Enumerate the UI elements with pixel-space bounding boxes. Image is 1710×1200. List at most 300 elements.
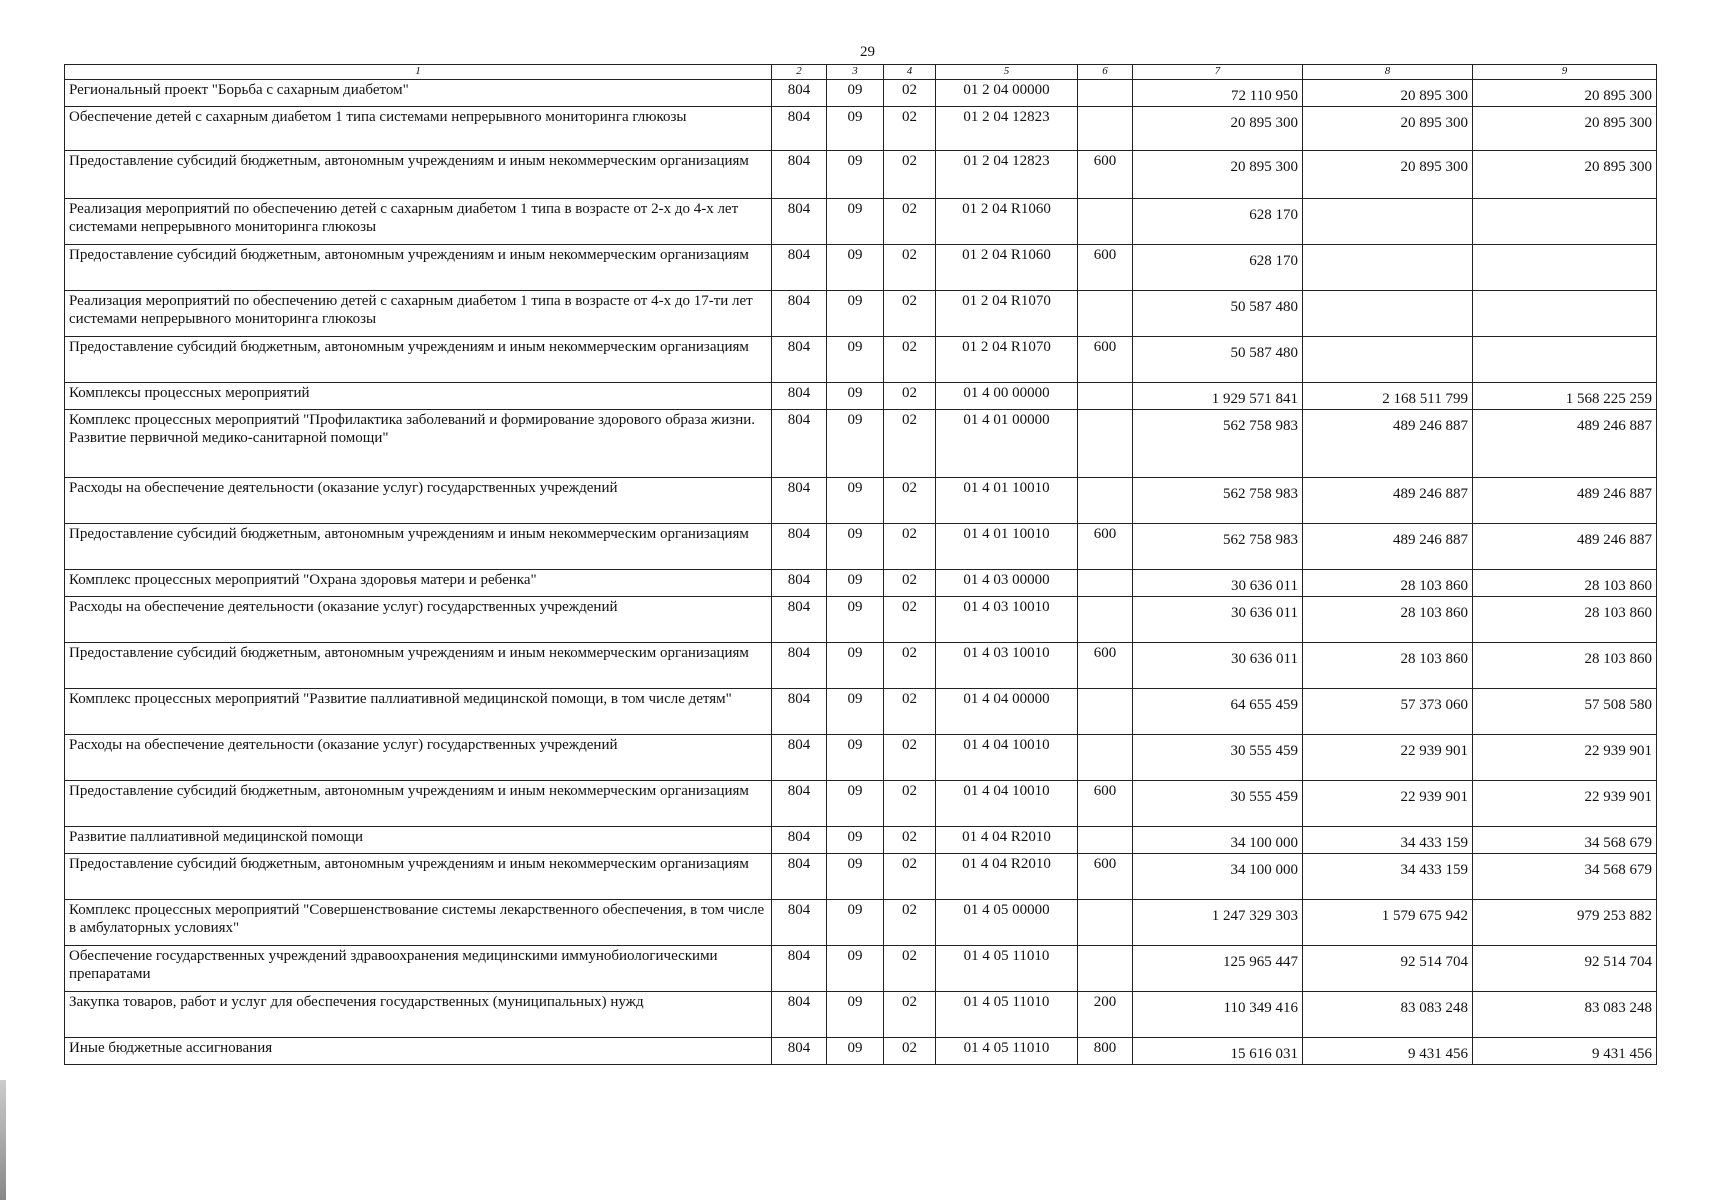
amount-value: 72 110 950 xyxy=(1231,88,1298,104)
amount-cell xyxy=(1133,597,1303,643)
amount-cell xyxy=(1303,80,1473,107)
table-row xyxy=(65,900,1657,946)
amount-value: 30 636 011 xyxy=(1231,605,1298,621)
amount-value: 9 431 456 xyxy=(1408,1046,1468,1062)
amount-value: 92 514 704 xyxy=(1400,954,1468,970)
code-cell: 804 xyxy=(772,107,827,151)
code-cell: 804 xyxy=(772,245,827,291)
amount-value: 28 103 860 xyxy=(1584,605,1652,621)
code-cell xyxy=(1078,570,1133,597)
code-cell xyxy=(1078,946,1133,992)
amount-value: 64 655 459 xyxy=(1230,697,1298,713)
amount-cell xyxy=(1133,735,1303,781)
code-cell: 804 xyxy=(772,827,827,854)
amount-cell xyxy=(1303,992,1473,1038)
amount-value: 628 170 xyxy=(1249,253,1298,269)
code-cell: 09 xyxy=(827,1038,884,1065)
target-article-cell: 01 4 00 00000 xyxy=(936,383,1078,410)
column-header: 1 xyxy=(65,65,772,80)
amount-cell xyxy=(1133,337,1303,383)
amount-cell xyxy=(1303,735,1473,781)
code-cell: 02 xyxy=(884,854,936,900)
code-cell: 600 xyxy=(1078,151,1133,199)
target-article-cell: 01 4 05 11010 xyxy=(936,992,1078,1038)
amount-cell xyxy=(1133,946,1303,992)
amount-value: 9 431 456 xyxy=(1592,1046,1652,1062)
amount-cell xyxy=(1473,383,1657,410)
target-article-cell: 01 4 05 11010 xyxy=(936,1038,1078,1065)
amount-cell xyxy=(1473,827,1657,854)
code-cell: 02 xyxy=(884,1038,936,1065)
row-name: Комплекс процессных мероприятий "Охрана здоровья матери и ребенка" xyxy=(65,570,772,597)
code-cell: 804 xyxy=(772,643,827,689)
code-cell: 02 xyxy=(884,245,936,291)
amount-value: 979 253 882 xyxy=(1577,908,1652,924)
amount-value: 489 246 887 xyxy=(1393,532,1468,548)
amount-cell xyxy=(1473,107,1657,151)
table-row xyxy=(65,478,1657,524)
amount-cell xyxy=(1133,570,1303,597)
code-cell: 02 xyxy=(884,383,936,410)
amount-value: 628 170 xyxy=(1249,207,1298,223)
amount-value: 489 246 887 xyxy=(1577,532,1652,548)
amount-cell xyxy=(1303,478,1473,524)
amount-value: 28 103 860 xyxy=(1400,578,1468,594)
amount-cell xyxy=(1303,337,1473,383)
code-cell: 02 xyxy=(884,107,936,151)
amount-cell xyxy=(1133,383,1303,410)
amount-value: 1 568 225 259 xyxy=(1565,391,1652,407)
code-cell: 02 xyxy=(884,597,936,643)
code-cell: 09 xyxy=(827,291,884,337)
target-article-cell: 01 2 04 R1070 xyxy=(936,337,1078,383)
amount-cell xyxy=(1473,337,1657,383)
code-cell: 09 xyxy=(827,854,884,900)
amount-value: 83 083 248 xyxy=(1400,1000,1468,1016)
amount-cell xyxy=(1473,245,1657,291)
target-article-cell: 01 4 04 R2010 xyxy=(936,827,1078,854)
code-cell xyxy=(1078,689,1133,735)
table-body xyxy=(65,80,1657,1065)
column-header: 9 xyxy=(1473,65,1657,80)
amount-value: 20 895 300 xyxy=(1400,88,1468,104)
amount-value: 22 939 901 xyxy=(1400,789,1468,805)
target-article-cell: 01 4 04 00000 xyxy=(936,689,1078,735)
code-cell: 09 xyxy=(827,478,884,524)
code-cell: 600 xyxy=(1078,245,1133,291)
amount-value: 562 758 983 xyxy=(1223,532,1298,548)
code-cell xyxy=(1078,383,1133,410)
code-cell: 09 xyxy=(827,735,884,781)
amount-value: 34 433 159 xyxy=(1400,862,1468,878)
column-header: 3 xyxy=(827,65,884,80)
amount-cell xyxy=(1303,245,1473,291)
amount-cell xyxy=(1133,410,1303,478)
amount-value: 34 100 000 xyxy=(1230,835,1298,851)
code-cell: 09 xyxy=(827,781,884,827)
amount-cell xyxy=(1473,80,1657,107)
amount-cell xyxy=(1303,410,1473,478)
code-cell: 09 xyxy=(827,570,884,597)
amount-value: 34 433 159 xyxy=(1400,835,1468,851)
amount-value: 22 939 901 xyxy=(1584,789,1652,805)
code-cell: 804 xyxy=(772,900,827,946)
code-cell: 09 xyxy=(827,199,884,245)
amount-value: 57 373 060 xyxy=(1400,697,1468,713)
code-cell: 804 xyxy=(772,80,827,107)
amount-value: 57 508 580 xyxy=(1584,697,1652,713)
row-name: Комплекс процессных мероприятий "Профилактика заболеваний и формирование здорового образа жизни. Развитие первичной медико-санитарной помощи" xyxy=(65,410,772,478)
row-name: Закупка товаров, работ и услуг для обеспечения государственных (муниципальных) нужд xyxy=(65,992,772,1038)
code-cell xyxy=(1078,291,1133,337)
code-cell: 804 xyxy=(772,689,827,735)
amount-cell xyxy=(1473,992,1657,1038)
amount-value: 20 895 300 xyxy=(1400,159,1468,175)
amount-cell xyxy=(1133,827,1303,854)
amount-cell xyxy=(1303,900,1473,946)
amount-cell xyxy=(1133,643,1303,689)
code-cell xyxy=(1078,107,1133,151)
amount-cell xyxy=(1303,383,1473,410)
amount-value: 20 895 300 xyxy=(1400,115,1468,131)
code-cell: 09 xyxy=(827,151,884,199)
code-cell: 804 xyxy=(772,992,827,1038)
code-cell: 02 xyxy=(884,781,936,827)
target-article-cell: 01 2 04 R1060 xyxy=(936,245,1078,291)
table-row xyxy=(65,946,1657,992)
table-row xyxy=(65,337,1657,383)
amount-value: 28 103 860 xyxy=(1584,578,1652,594)
amount-value: 489 246 887 xyxy=(1393,418,1468,434)
code-cell xyxy=(1078,478,1133,524)
code-cell xyxy=(1078,827,1133,854)
column-number-row xyxy=(65,65,1657,80)
page-number: 29 xyxy=(860,44,875,60)
amount-cell xyxy=(1133,689,1303,735)
amount-cell xyxy=(1303,291,1473,337)
column-header: 4 xyxy=(884,65,936,80)
amount-cell xyxy=(1473,570,1657,597)
row-name: Комплексы процессных мероприятий xyxy=(65,383,772,410)
table-row xyxy=(65,410,1657,478)
amount-cell xyxy=(1473,946,1657,992)
target-article-cell: 01 4 04 10010 xyxy=(936,781,1078,827)
amount-cell xyxy=(1473,689,1657,735)
amount-cell xyxy=(1133,900,1303,946)
code-cell: 804 xyxy=(772,291,827,337)
code-cell: 02 xyxy=(884,80,936,107)
amount-value: 2 168 511 799 xyxy=(1382,391,1468,407)
code-cell: 804 xyxy=(772,478,827,524)
amount-value: 1 247 329 303 xyxy=(1211,908,1298,924)
amount-value: 30 555 459 xyxy=(1230,789,1298,805)
amount-value: 30 636 011 xyxy=(1231,651,1298,667)
amount-cell xyxy=(1133,524,1303,570)
code-cell: 09 xyxy=(827,524,884,570)
row-name: Предоставление субсидий бюджетным, автономным учреждениям и иным некоммерческим организациям xyxy=(65,245,772,291)
amount-cell xyxy=(1473,151,1657,199)
amount-value: 22 939 901 xyxy=(1584,743,1652,759)
amount-cell xyxy=(1133,291,1303,337)
amount-cell xyxy=(1473,199,1657,245)
table-row xyxy=(65,524,1657,570)
amount-cell xyxy=(1303,199,1473,245)
amount-cell xyxy=(1473,900,1657,946)
code-cell: 09 xyxy=(827,80,884,107)
code-cell: 804 xyxy=(772,151,827,199)
amount-cell xyxy=(1303,597,1473,643)
code-cell: 02 xyxy=(884,689,936,735)
amount-value: 1 929 571 841 xyxy=(1211,391,1298,407)
amount-cell xyxy=(1133,781,1303,827)
code-cell: 09 xyxy=(827,410,884,478)
code-cell: 804 xyxy=(772,946,827,992)
amount-cell xyxy=(1473,735,1657,781)
target-article-cell: 01 2 04 12823 xyxy=(936,151,1078,199)
amount-cell xyxy=(1303,107,1473,151)
table-row xyxy=(65,781,1657,827)
budget-table xyxy=(64,64,1657,1065)
column-header: 2 xyxy=(772,65,827,80)
code-cell: 804 xyxy=(772,1038,827,1065)
amount-value: 34 100 000 xyxy=(1230,862,1298,878)
row-name: Предоставление субсидий бюджетным, автономным учреждениям и иным некоммерческим организациям xyxy=(65,337,772,383)
code-cell: 02 xyxy=(884,643,936,689)
table-row xyxy=(65,827,1657,854)
target-article-cell: 01 4 01 10010 xyxy=(936,478,1078,524)
code-cell: 804 xyxy=(772,597,827,643)
row-name: Иные бюджетные ассигнования xyxy=(65,1038,772,1065)
amount-cell xyxy=(1303,854,1473,900)
amount-cell xyxy=(1303,151,1473,199)
table-row xyxy=(65,291,1657,337)
row-name: Реализация мероприятий по обеспечению детей с сахарным диабетом 1 типа в возрасте от 4-х до 17-ти лет системами непрерывного мониторинга глюкозы xyxy=(65,291,772,337)
target-article-cell: 01 4 03 00000 xyxy=(936,570,1078,597)
table-row xyxy=(65,245,1657,291)
amount-value: 1 579 675 942 xyxy=(1381,908,1468,924)
row-name: Предоставление субсидий бюджетным, автономным учреждениям и иным некоммерческим организациям xyxy=(65,151,772,199)
amount-value: 83 083 248 xyxy=(1584,1000,1652,1016)
amount-value: 110 349 416 xyxy=(1223,1000,1298,1016)
amount-value: 20 895 300 xyxy=(1584,115,1652,131)
amount-cell xyxy=(1473,854,1657,900)
amount-cell xyxy=(1133,478,1303,524)
scan-edge-mark xyxy=(0,1080,6,1200)
amount-cell xyxy=(1303,827,1473,854)
code-cell: 02 xyxy=(884,827,936,854)
row-name: Обеспечение государственных учреждений здравоохранения медицинскими иммунобиологическими препаратами xyxy=(65,946,772,992)
code-cell: 02 xyxy=(884,524,936,570)
amount-cell xyxy=(1473,478,1657,524)
code-cell: 02 xyxy=(884,410,936,478)
table-row xyxy=(65,854,1657,900)
target-article-cell: 01 4 03 10010 xyxy=(936,597,1078,643)
table-row xyxy=(65,689,1657,735)
amount-value: 562 758 983 xyxy=(1223,486,1298,502)
amount-cell xyxy=(1133,245,1303,291)
target-article-cell: 01 4 04 10010 xyxy=(936,735,1078,781)
target-article-cell: 01 2 04 R1060 xyxy=(936,199,1078,245)
amount-value: 562 758 983 xyxy=(1223,418,1298,434)
table-row xyxy=(65,107,1657,151)
target-article-cell: 01 4 05 11010 xyxy=(936,946,1078,992)
amount-cell xyxy=(1133,1038,1303,1065)
code-cell: 02 xyxy=(884,337,936,383)
target-article-cell: 01 4 01 00000 xyxy=(936,410,1078,478)
code-cell: 600 xyxy=(1078,854,1133,900)
amount-cell xyxy=(1473,643,1657,689)
amount-cell xyxy=(1303,1038,1473,1065)
target-article-cell: 01 4 05 00000 xyxy=(936,900,1078,946)
amount-cell xyxy=(1133,199,1303,245)
table-row xyxy=(65,199,1657,245)
code-cell: 600 xyxy=(1078,337,1133,383)
code-cell: 02 xyxy=(884,900,936,946)
code-cell: 09 xyxy=(827,946,884,992)
amount-cell xyxy=(1303,781,1473,827)
code-cell: 02 xyxy=(884,199,936,245)
amount-value: 22 939 901 xyxy=(1400,743,1468,759)
code-cell: 600 xyxy=(1078,781,1133,827)
amount-cell xyxy=(1473,597,1657,643)
row-name: Региональный проект "Борьба с сахарным диабетом" xyxy=(65,80,772,107)
amount-cell xyxy=(1133,80,1303,107)
amount-value: 92 514 704 xyxy=(1584,954,1652,970)
row-name: Предоставление субсидий бюджетным, автономным учреждениям и иным некоммерческим организациям xyxy=(65,781,772,827)
code-cell xyxy=(1078,199,1133,245)
amount-value: 50 587 480 xyxy=(1230,345,1298,361)
amount-value: 20 895 300 xyxy=(1230,115,1298,131)
amount-value: 28 103 860 xyxy=(1400,651,1468,667)
amount-value: 15 616 031 xyxy=(1230,1046,1298,1062)
code-cell: 09 xyxy=(827,900,884,946)
amount-value: 34 568 679 xyxy=(1584,835,1652,851)
code-cell xyxy=(1078,900,1133,946)
code-cell: 09 xyxy=(827,107,884,151)
code-cell: 09 xyxy=(827,597,884,643)
column-header: 6 xyxy=(1078,65,1133,80)
code-cell: 09 xyxy=(827,992,884,1038)
table-row xyxy=(65,80,1657,107)
code-cell: 02 xyxy=(884,992,936,1038)
table-row xyxy=(65,643,1657,689)
table-row xyxy=(65,597,1657,643)
table-row xyxy=(65,383,1657,410)
table-row xyxy=(65,570,1657,597)
target-article-cell: 01 2 04 R1070 xyxy=(936,291,1078,337)
code-cell: 09 xyxy=(827,827,884,854)
row-name: Расходы на обеспечение деятельности (оказание услуг) государственных учреждений xyxy=(65,597,772,643)
amount-cell xyxy=(1303,524,1473,570)
code-cell: 200 xyxy=(1078,992,1133,1038)
target-article-cell: 01 4 04 R2010 xyxy=(936,854,1078,900)
amount-cell xyxy=(1303,946,1473,992)
code-cell: 804 xyxy=(772,199,827,245)
row-name: Предоставление субсидий бюджетным, автономным учреждениям и иным некоммерческим организациям xyxy=(65,524,772,570)
row-name: Комплекс процессных мероприятий "Развитие паллиативной медицинской помощи, в том числе детям" xyxy=(65,689,772,735)
code-cell: 804 xyxy=(772,854,827,900)
amount-cell xyxy=(1473,524,1657,570)
amount-cell xyxy=(1133,992,1303,1038)
amount-cell xyxy=(1133,151,1303,199)
amount-value: 30 555 459 xyxy=(1230,743,1298,759)
column-header: 8 xyxy=(1303,65,1473,80)
code-cell: 804 xyxy=(772,735,827,781)
amount-value: 30 636 011 xyxy=(1231,578,1298,594)
amount-cell xyxy=(1473,781,1657,827)
row-name: Предоставление субсидий бюджетным, автономным учреждениям и иным некоммерческим организациям xyxy=(65,854,772,900)
code-cell: 02 xyxy=(884,151,936,199)
amount-cell xyxy=(1133,107,1303,151)
row-name: Предоставление субсидий бюджетным, автономным учреждениям и иным некоммерческим организациям xyxy=(65,643,772,689)
code-cell: 09 xyxy=(827,337,884,383)
code-cell: 804 xyxy=(772,383,827,410)
amount-value: 28 103 860 xyxy=(1400,605,1468,621)
row-name: Комплекс процессных мероприятий "Совершенствование системы лекарственного обеспечения, в том числе в амбулаторных условиях" xyxy=(65,900,772,946)
table-row xyxy=(65,151,1657,199)
amount-value: 125 965 447 xyxy=(1223,954,1298,970)
code-cell: 09 xyxy=(827,245,884,291)
code-cell xyxy=(1078,735,1133,781)
code-cell: 600 xyxy=(1078,643,1133,689)
code-cell: 02 xyxy=(884,735,936,781)
amount-value: 489 246 887 xyxy=(1577,486,1652,502)
amount-value: 489 246 887 xyxy=(1577,418,1652,434)
target-article-cell: 01 2 04 12823 xyxy=(936,107,1078,151)
table-row xyxy=(65,735,1657,781)
code-cell xyxy=(1078,597,1133,643)
code-cell: 800 xyxy=(1078,1038,1133,1065)
code-cell: 600 xyxy=(1078,524,1133,570)
amount-value: 34 568 679 xyxy=(1584,862,1652,878)
amount-cell xyxy=(1473,1038,1657,1065)
amount-value: 20 895 300 xyxy=(1584,159,1652,175)
amount-cell xyxy=(1133,854,1303,900)
amount-cell xyxy=(1303,643,1473,689)
code-cell: 804 xyxy=(772,337,827,383)
row-name: Обеспечение детей с сахарным диабетом 1 типа системами непрерывного мониторинга глюкозы xyxy=(65,107,772,151)
code-cell: 02 xyxy=(884,946,936,992)
amount-value: 489 246 887 xyxy=(1393,486,1468,502)
code-cell: 804 xyxy=(772,781,827,827)
amount-value: 28 103 860 xyxy=(1584,651,1652,667)
column-header: 7 xyxy=(1133,65,1303,80)
table-row xyxy=(65,992,1657,1038)
row-name: Развитие паллиативной медицинской помощи xyxy=(65,827,772,854)
table-row xyxy=(65,1038,1657,1065)
target-article-cell: 01 4 03 10010 xyxy=(936,643,1078,689)
target-article-cell: 01 4 01 10010 xyxy=(936,524,1078,570)
code-cell: 09 xyxy=(827,643,884,689)
code-cell xyxy=(1078,80,1133,107)
code-cell xyxy=(1078,410,1133,478)
amount-cell xyxy=(1473,291,1657,337)
amount-value: 20 895 300 xyxy=(1584,88,1652,104)
code-cell: 02 xyxy=(884,478,936,524)
code-cell: 804 xyxy=(772,410,827,478)
amount-cell xyxy=(1303,689,1473,735)
code-cell: 804 xyxy=(772,570,827,597)
target-article-cell: 01 2 04 00000 xyxy=(936,80,1078,107)
row-name: Реализация мероприятий по обеспечению детей с сахарным диабетом 1 типа в возрасте от 2-х до 4-х лет системами непрерывного мониторинга глюкозы xyxy=(65,199,772,245)
amount-cell xyxy=(1303,570,1473,597)
code-cell: 09 xyxy=(827,689,884,735)
code-cell: 804 xyxy=(772,524,827,570)
code-cell: 09 xyxy=(827,383,884,410)
amount-value: 20 895 300 xyxy=(1230,159,1298,175)
code-cell: 02 xyxy=(884,291,936,337)
amount-cell xyxy=(1473,410,1657,478)
